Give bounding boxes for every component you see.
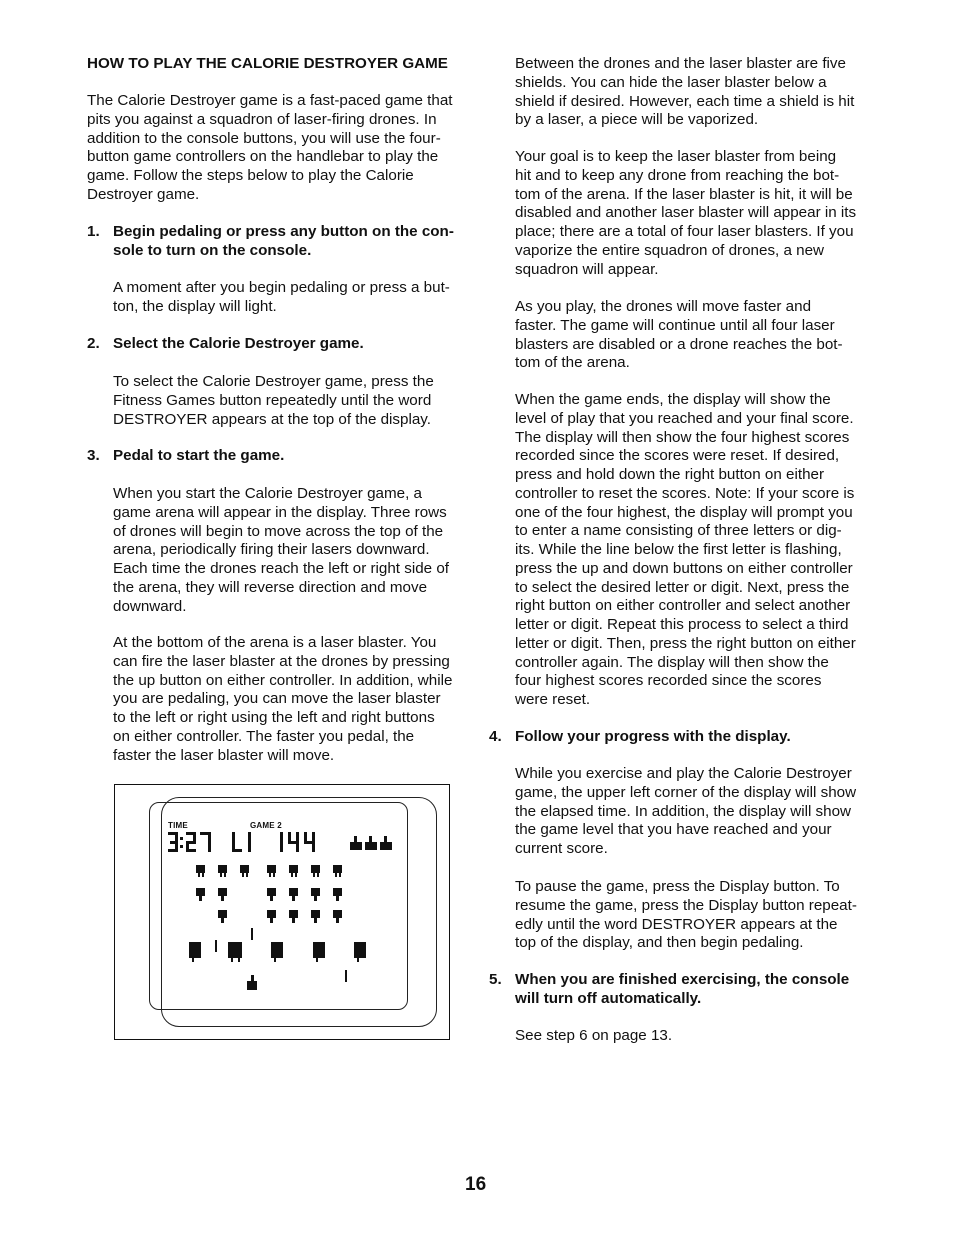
step-2-number: 2. (87, 335, 100, 352)
step-3-body-1: When you start the Calorie Destroyer game, a game arena will appear in the display. Three rows of drones will begin to move across the top of the arena, periodically firing their lasers downward. Each time the drones reach the left or right side of the arena, they will reverse direction and move downward. (113, 485, 449, 615)
goal-paragraph: Your goal is to keep the laser blaster from being hit and to keep any drone from reaching the bot- tom of the arena. If the laser blaster is hit, it will be disabled and another laser blaster will appear in its place; there are a total of four laser blasters. If you vaporize the entire squadron of drones, a new squadron will appear. (515, 148, 857, 278)
step-4-title: Follow your progress with the display. (515, 728, 791, 745)
step-3-title: Pedal to start the game. (113, 447, 285, 464)
intro-paragraph: The Calorie Destroyer game is a fast-paced game that pits you against a squadron of laser-firing drones. In addition to the console buttons, you will use the four- button game controllers on the handlebar to play the game. Follow the steps below to play the Calorie Destroyer game. (87, 92, 453, 203)
step-1-body: A moment after you begin pedaling or press a but- ton, the display will light. (113, 279, 450, 315)
step-3-number: 3. (87, 447, 100, 464)
shields-paragraph: Between the drones and the laser blaster are five shields. You can hide the laser blaster below a shield if desired. However, each time a shield is hit by a laser, a piece will be vaporized. (515, 55, 855, 129)
time-label: TIME (168, 821, 188, 830)
lcd-graphics (149, 802, 408, 1010)
step-5-title: When you are finished exercising, the console will turn off automatically. (515, 971, 850, 1007)
step-4-body-1: While you exercise and play the Calorie Destroyer game, the upper left corner of the display will show the elapsed time. In addition, the display will show the game level that you have reached and your current score. (515, 765, 857, 857)
laser-blaster (247, 975, 257, 990)
section-heading: HOW TO PLAY THE CALORIE DESTROYER GAME (87, 55, 448, 72)
remaining-blasters (350, 836, 392, 850)
game-label: GAME 2 (250, 821, 282, 830)
drone-row-3 (218, 910, 342, 923)
step-1-title: Begin pedaling or press any button on the con- sole to turn on the console. (113, 223, 454, 259)
step-3-body-2: At the bottom of the arena is a laser blaster. You can fire the laser blaster at the drones by pressing the up button on either controller. In addition, while you are pedaling, you can move the laser blaster to the left or right using the left and right buttons on either controller. The faster you pedal, the faster the laser blaster will move. (113, 634, 453, 764)
page-number: 16 (465, 1174, 487, 1195)
console-display-figure (114, 784, 450, 1040)
step-2-title: Select the Calorie Destroyer game. (113, 335, 364, 352)
game-end-paragraph: When the game ends, the display will show the level of play that you reached and your final score. The display will then show the four highest scores recorded since the scores were reset. If desired, press and hold down the right button on either controller to reset the scores. Note: If your score is one of the four highest, the display will prompt you to enter a name consisting of three letters or dig- its. While the line below the first letter is flashing, press the up and down buttons on either controller to select the desired letter or digit. Next, press the right button on either controller and select another letter or digit. Repeat this process to select a third letter or digit. Then, press the right button on either controller again. The display will then show the four highest scores recorded since the scores were reset. (515, 391, 856, 708)
digit-segments (168, 832, 315, 852)
step-5-number: 5. (489, 971, 502, 988)
step-2-body: To select the Calorie Destroyer game, press the Fitness Games button repeatedly until the word DESTROYER appears at the top of the display. (113, 373, 434, 428)
speed-paragraph: As you play, the drones will move faster and faster. The game will continue until all four laser blasters are disabled or a drone reaches the bot- tom of the arena. (515, 298, 843, 372)
step-5-body: See step 6 on page 13. (515, 1027, 673, 1044)
step-4-number: 4. (489, 728, 502, 745)
drone-row-1 (196, 865, 342, 877)
display-screen (149, 802, 408, 1010)
step-1-number: 1. (87, 223, 100, 240)
drone-row-2 (196, 888, 342, 901)
step-4-body-2: To pause the game, press the Display button. To resume the game, press the Display button repeat- edly until the word DESTROYER appears at the top of the display, and then begin pedaling. (515, 878, 857, 952)
